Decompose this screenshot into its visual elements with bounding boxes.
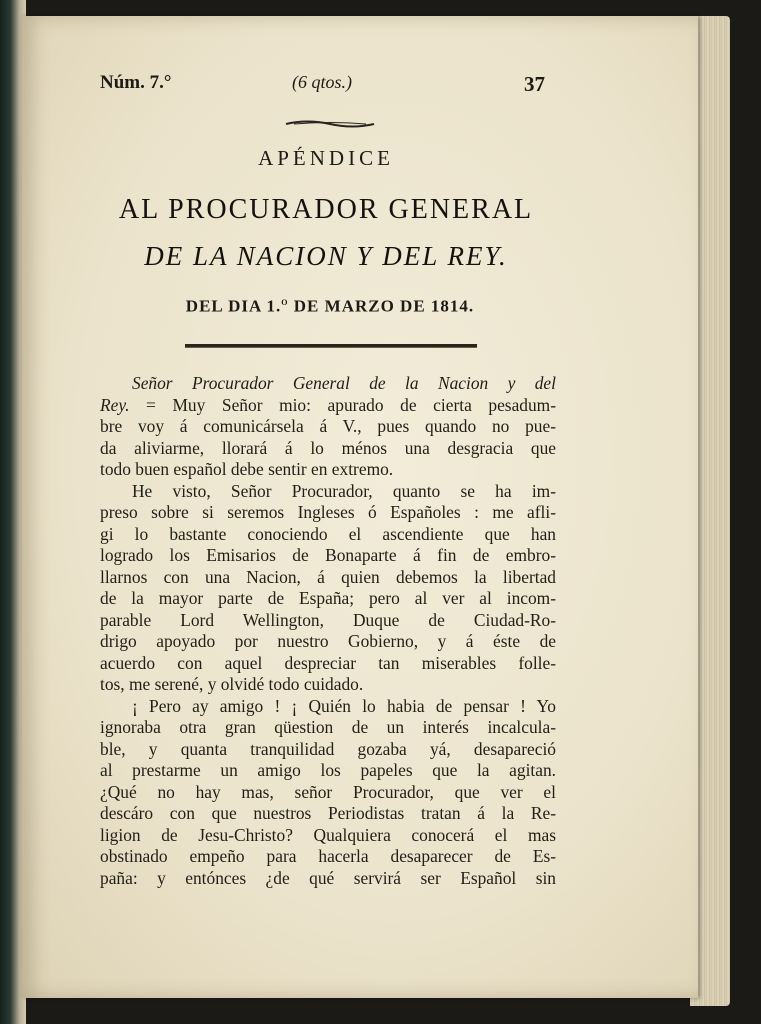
text-line: llarnos con una Nacion, á quien debemos la libertad [100, 566, 556, 587]
issue-number: Núm. 7.° [100, 72, 172, 93]
text-line: ble, y quanta tranquilidad gozaba yá, desapareció [100, 738, 556, 759]
text-line: He visto, Señor Procurador, quanto se ha im- [132, 480, 556, 501]
dateline [160, 296, 500, 317]
text-line: obstinado empeño para hacerla desaparecer de Es- [100, 846, 556, 866]
salutation-line: Señor Procurador General de la Nacion y del [132, 373, 556, 393]
text-line: descáro con que nuestros Periodistas tratan á la Re- [100, 803, 556, 823]
body-text [100, 373, 556, 889]
title-appendix: APÉNDICE [258, 146, 394, 170]
text-line: tos, me serené, y olvidé todo cuidado. [100, 674, 364, 694]
page-number: 37 [524, 72, 545, 96]
quires-note: (6 qtos.) [292, 72, 352, 92]
text-line: de la mayor parte de España; pero al ver al incom- [100, 588, 556, 608]
text-line: da aliviarme, llorará á lo ménos una desgracia que [100, 437, 556, 458]
title-nacion-rey: DE LA NACION Y DEL REY. [144, 241, 508, 271]
text-line: gi lo bastante conociendo el ascendiente que han [100, 523, 556, 544]
text-line: parable Lord Wellington, Duque de Ciudad-Ro- [100, 609, 556, 630]
text-line: logrado los Emisarios de Bonaparte á fin de embro- [100, 545, 556, 565]
heading-rule [185, 344, 477, 348]
text-line: al prestarme un amigo los papeles que la agitan. [100, 760, 556, 780]
dateline-day: DEL DIA 1. [185, 296, 282, 316]
text-line: ligion de Jesu-Christo? Qualquiera conocerá el mas [100, 824, 556, 845]
text-fragment: = Muy Señor mio: apurado de cierta pesadum- [129, 394, 556, 415]
dateline-ordinal: o [281, 296, 289, 308]
text-line: ¡ Pero ay amigo ! ¡ Quién lo habia de pensar ! Yo [132, 695, 556, 716]
text-line: bre voy á comunicársela á V., pues quando no pue- [100, 416, 556, 436]
text-line: ignoraba otra gran qüestion de un interés incalcula- [100, 717, 556, 737]
text-line: preso sobre si seremos Ingleses ó Españoles : me afli- [100, 502, 556, 522]
text-line: drigo apoyado por nuestro Gobierno, y á éste de [100, 631, 556, 651]
dateline-month-year: DE MARZO DE 1814. [288, 296, 475, 316]
text-line: acuerdo con aquel despreciar tan miserables folle- [100, 652, 556, 673]
ornament-flourish [284, 119, 376, 129]
text-line: todo buen español debe sentir en extremo. [100, 459, 394, 479]
salutation-end: Rey. [100, 394, 130, 415]
title-procurador: AL PROCURADOR GENERAL [118, 194, 534, 225]
text-line: paña: y entónces ¿de qué servirá ser Español sin [100, 867, 556, 888]
text-line [100, 395, 556, 417]
page-header [100, 72, 545, 102]
text-line: ¿Qué no hay mas, señor Procurador, que ver el [100, 781, 556, 802]
